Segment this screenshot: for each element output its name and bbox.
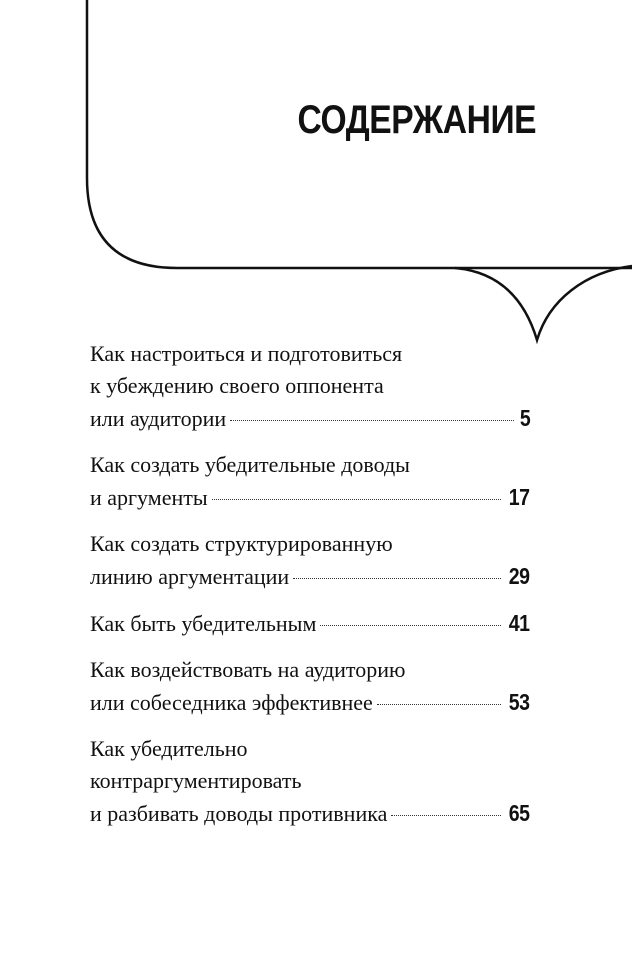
table-of-contents bbox=[90, 338, 530, 844]
toc-entry bbox=[90, 607, 530, 640]
toc-entry-line: Как создать структурированную bbox=[90, 531, 393, 556]
toc-entry-line: Как настроиться и подготовиться bbox=[90, 341, 403, 366]
toc-entry-title: линию аргументации bbox=[90, 564, 290, 589]
page-number: 5 bbox=[519, 405, 530, 431]
page-number: 53 bbox=[509, 689, 530, 715]
dot-leader bbox=[377, 704, 502, 705]
toc-entry-line: к убеждению своего оппонента bbox=[90, 373, 384, 398]
toc-entry bbox=[90, 654, 530, 719]
toc-entry-line: Как воздействовать на аудиторию bbox=[90, 657, 406, 682]
toc-entry bbox=[90, 338, 530, 435]
toc-entry-line: контраргументировать bbox=[90, 768, 302, 793]
dot-leader bbox=[212, 499, 502, 500]
toc-entry-title: и разбивать доводы противника bbox=[90, 801, 388, 826]
page-number: 29 bbox=[509, 563, 530, 589]
dot-leader bbox=[391, 815, 501, 816]
speech-bubble-frame bbox=[0, 0, 632, 360]
toc-entry-line: Как убедительно bbox=[90, 736, 248, 761]
toc-entry bbox=[90, 528, 530, 593]
toc-entry-title: или аудитории bbox=[90, 406, 227, 431]
toc-entry bbox=[90, 449, 530, 514]
page-number: 41 bbox=[509, 610, 530, 636]
dot-leader bbox=[320, 625, 501, 626]
dot-leader bbox=[230, 420, 514, 421]
page-number: 65 bbox=[509, 800, 530, 826]
page-number: 17 bbox=[509, 484, 530, 510]
toc-entry-title: или собеседника эффективнее bbox=[90, 690, 373, 715]
toc-entry-title: Как быть убедительным bbox=[90, 611, 317, 636]
dot-leader bbox=[293, 578, 501, 579]
toc-entry-line: Как создать убедительные доводы bbox=[90, 452, 410, 477]
toc-entry-title: и аргументы bbox=[90, 485, 208, 510]
page-title: СОДЕРЖАНИЕ bbox=[297, 98, 536, 142]
toc-entry bbox=[90, 733, 530, 830]
